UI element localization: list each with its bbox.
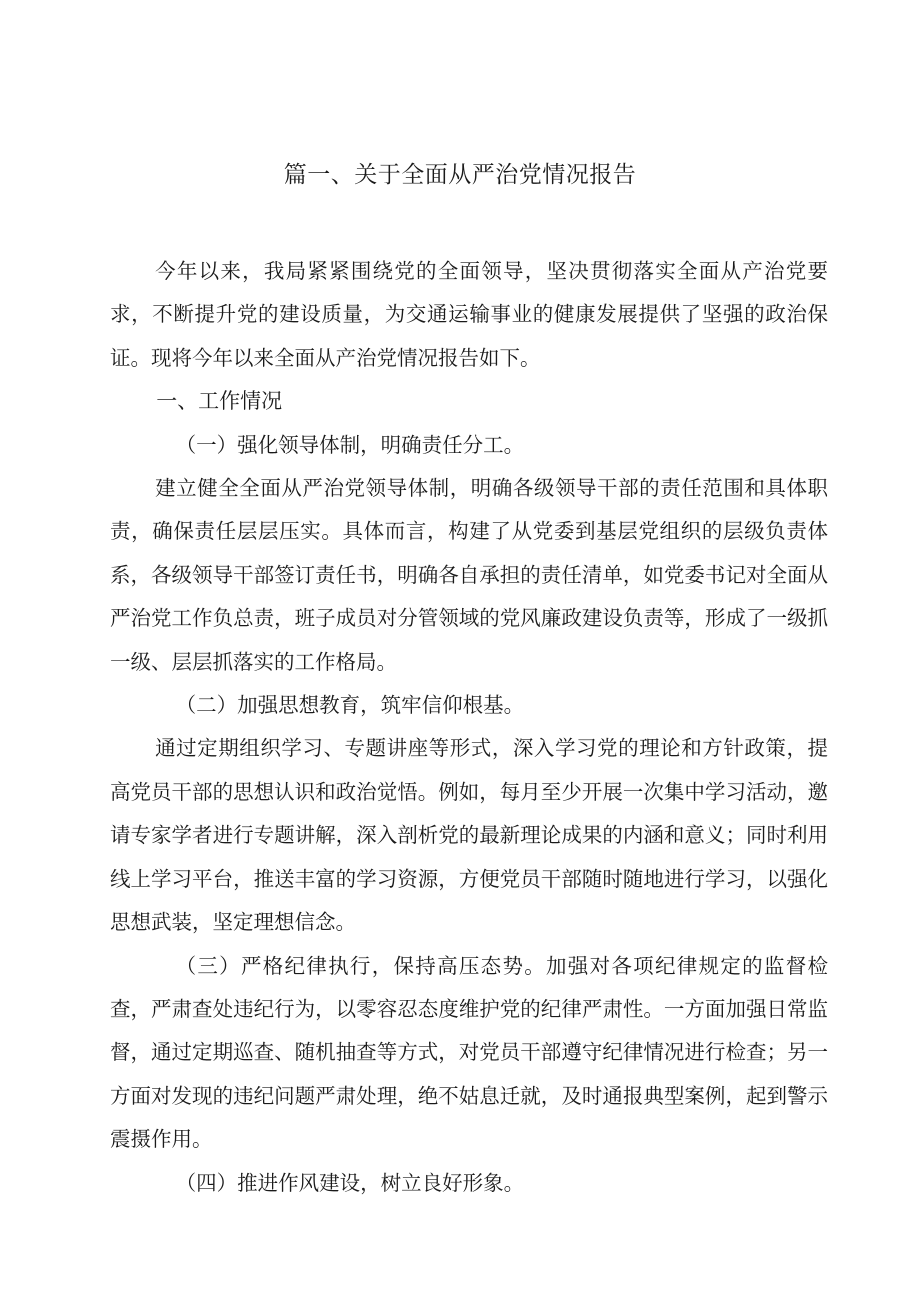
document-title: 篇一、关于全面从严治党情况报告 — [283, 162, 637, 188]
subsection-body-1: 建立健全全面从严治党领导体制，明确各级领导干部的责任范围和具体职责，确保责任层层压实。具体而言，构建了从党委到基层党组织的层级负责体系，各级领导干部签订责任书，明确各自承担的责任清单，如党委书记对全面从严治党工作负总责，班子成员对分管领域的党风廉政建设负责等，形成了一级抓一级、层层抓落实的工作格局。 — [110, 476, 828, 674]
subsection-heading-4: （四）推进作风建设，树立良好形象。 — [175, 1170, 525, 1195]
subsection-body-2: 通过定期组织学习、专题讲座等形式，深入学习党的理论和方针政策，提高党员干部的思想认识和政治觉悟。例如，每月至少开展一次集中学习活动，邀请专家学者进行专题讲解，深入剖析党的最新理论成果的内涵和意义；同时利用线上学习平台，推送丰富的学习资源，方便党员干部随时随地进行学习，以强化思想武装，坚定理想信念。 — [110, 736, 828, 935]
document-body — [110, 250, 828, 1205]
subsection-heading-1: （一）强化领导体制，明确责任分工。 — [175, 432, 525, 457]
subsection-heading-2: （二）加强思想教育，筑牢信仰根基。 — [175, 693, 525, 718]
subsection-paragraph-3: （三）严格纪律执行，保持高压态势。加强对各项纪律规定的监督检查，严肃查处违纪行为，以零容忍态度维护党的纪律严肃性。一方面加强日常监督，通过定期巡查、随机抽查等方式，对党员干部遵守纪律情况进行检查；另一方面对发现的违纪问题严肃处理，绝不姑息迁就，及时通报典型案例，起到警示震摄作用。 — [110, 953, 828, 1152]
section-heading-work-status: 一、工作情况 — [156, 389, 283, 414]
intro-paragraph: 今年以来，我局紧紧围绕党的全面领导，坚决贯彻落实全面从产治党要求，不断提升党的建设质量，为交通运输事业的健康发展提供了坚强的政治保证。现将今年以来全面从产治党情况报告如下。 — [110, 259, 828, 370]
